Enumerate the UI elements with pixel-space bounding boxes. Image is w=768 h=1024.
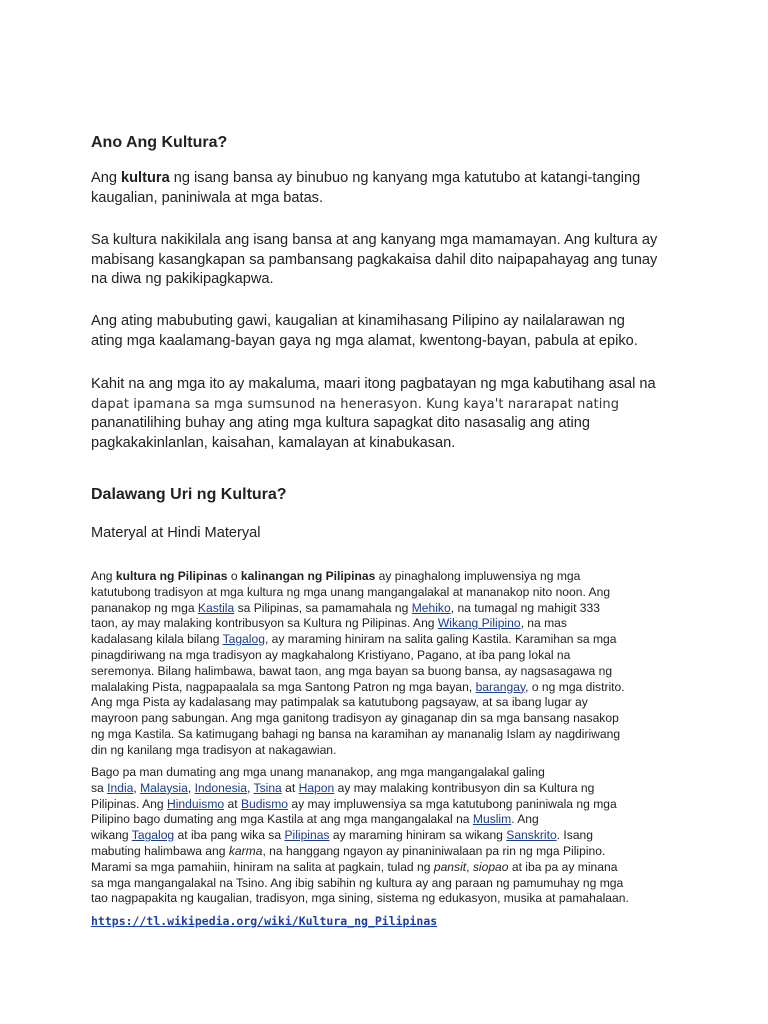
link-barangay[interactable]: barangay: [475, 679, 526, 694]
text: o: [227, 569, 241, 583]
paragraph-bago-pa-man: [91, 765, 691, 907]
link-hapon[interactable]: Hapon: [298, 780, 335, 795]
heading-ano-ang-kultura: Ano Ang Kultura?: [91, 134, 228, 151]
text: pananakop ng mga: [91, 600, 198, 615]
text-line: pinagdiriwang na mga tradisyon ay magkahalong Kristiyano, Pagano, at iba pang lokal na: [91, 647, 571, 662]
text-line: katutubong tradisyon at mga kultura ng mga unang mangangalakal at mananakop nito noon. Ang: [91, 584, 611, 599]
text-line: pagkakakinlanlan, kaisahan, kamalayan at kinabukasan.: [91, 434, 456, 451]
text-line: Ang ating mabubuting gawi, kaugalian at kinamihasang Pilipino ay nailalarawan ng: [91, 313, 625, 329]
bold-term: kultura: [121, 170, 170, 186]
link-pilipinas[interactable]: Pilipinas: [284, 828, 330, 843]
text: . Isang: [556, 828, 593, 843]
text: sa: [91, 780, 108, 795]
source-link-wikipedia[interactable]: https://tl.wikipedia.org/wiki/Kultura_ng_Pilipinas: [91, 914, 438, 928]
text: kaugalian, paniniwala at mga batas.: [91, 189, 324, 206]
text: Ang: [91, 569, 116, 583]
text: wikang: [91, 828, 132, 843]
link-wikang-pilipino[interactable]: Wikang Pilipino: [437, 616, 521, 631]
link-hinduismo[interactable]: Hinduismo: [166, 796, 225, 811]
text: , na hanggang ngayon ay pinaniniwalaan pa rin ng mga Pilipino.: [262, 843, 606, 858]
text-line: Kahit na ang mga ito ay makaluma, maari itong pagbatayan ng mga kabutihang asal na: [91, 376, 656, 392]
text-line: Sa kultura nakikilala ang isang bansa at ang kanyang mga mamamayan. Ang kultura ay: [91, 232, 658, 248]
text: ay may impluwensiya sa mga katutubong paniniwala ng mga: [288, 796, 617, 811]
text: at: [281, 780, 299, 795]
text: kadalasang kilala bilang: [91, 632, 223, 647]
link-mehiko[interactable]: Mehiko: [411, 600, 451, 615]
text: . Ang: [511, 812, 539, 827]
paragraph-intro: [91, 169, 691, 208]
link-tagalog-2[interactable]: Tagalog: [131, 828, 175, 843]
text: Pilipinas. Ang: [91, 796, 167, 811]
text: Pilipino bago dumating ang mga Kastila at ang mga mangangalakal na: [91, 812, 473, 827]
link-malaysia[interactable]: Malaysia: [140, 780, 188, 795]
text-line: Ang mga Pista ay kadalasang may patimpalak sa katutubong pagsayaw, at sa ibang lugar ay: [91, 695, 588, 710]
link-kastila[interactable]: Kastila: [197, 600, 235, 615]
link-sanskrito[interactable]: Sanskrito: [506, 828, 557, 843]
text: mabuting halimbawa ang: [91, 843, 229, 858]
text: ng isang bansa ay binubuo ng kanyang mga katutubo at katangi-tanging: [169, 170, 641, 186]
text: at iba pa ay minana: [508, 859, 618, 874]
text-line: din ng kanilang mga tradisyon at nakagawian.: [91, 742, 337, 757]
paragraph-mabubuting-gawi: [91, 312, 691, 351]
text-line: ating mga kaalamang-bayan gaya ng mga alamat, kwentong-bayan, pabula at epiko.: [91, 332, 638, 349]
text: Ang: [91, 170, 122, 186]
text-line: mabisang kasangkapan sa pambansang pagkakaisa dahil dito naipapahayag ang tunay: [91, 251, 658, 268]
italic-term: pansit: [433, 859, 467, 874]
text: , na mas: [520, 616, 567, 631]
text-line: pananatilihing buhay ang ating mga kultura sapagkat dito nasasalig ang ating: [91, 415, 590, 431]
text: ,: [247, 780, 254, 795]
text: taon, ay may malaking kontribusyon sa Kultura ng Pilipinas. Ang: [91, 616, 438, 631]
text: ay may malaking kontribusyon din sa Kultura ng: [334, 780, 595, 795]
text: ay pinaghalong impluwensiya ng mga: [375, 569, 581, 583]
text: sa Pilipinas, sa pamamahala ng: [234, 600, 412, 615]
bold-term: kalinangan ng Pilipinas: [240, 569, 376, 583]
text: at iba pang wika sa: [174, 828, 285, 843]
heading-dalawang-uri: Dalawang Uri ng Kultura?: [91, 486, 287, 503]
link-indonesia[interactable]: Indonesia: [194, 780, 248, 795]
text: ay maraming hiniram sa wikang: [329, 828, 507, 843]
subtitle-materyal: Materyal at Hindi Materyal: [91, 525, 261, 541]
italic-term: karma: [228, 843, 263, 858]
text: , o ng mga distrito.: [525, 679, 625, 694]
text-line: tao nagpapakita ng kaugalian, tradisyon, mga sining, sistema ng edukasyon, musika at pamahalaan.: [91, 891, 629, 906]
text-line: seremonya. Bilang halimbawa, bawat taon, ang mga bayan sa buong bansa, ay nagsasagawa ng: [91, 663, 613, 678]
text: , na tumagal ng mahigit 333: [450, 600, 600, 615]
text-line: ng mga Kastila. Sa katimugang bahagi ng bansa na karamihan ay mananalig Islam ay nagdiriwang: [91, 726, 621, 741]
text: , ay maraming hiniram na salita galing Kastila. Karamihan sa mga: [264, 632, 617, 647]
text: ,: [187, 780, 195, 795]
text: Marami sa mga pamahiin, hiniram na salita at pagkain, tulad ng: [91, 859, 434, 874]
paragraph-kultura-ng-pilipinas: [91, 569, 691, 759]
text-line: mayroon pang sabungan. Ang mga ganitong tradisyon ay ginaganap din sa mga bansang nasakop: [91, 711, 619, 726]
text-line: dapat ipamana sa mga sumsunod na henerasyon. Kung kaya't nararapat nating: [91, 396, 620, 412]
italic-term: siopao: [472, 859, 509, 874]
link-budismo[interactable]: Budismo: [240, 796, 288, 811]
paragraph-makaluma: [91, 375, 691, 453]
text: malalaking Pista, nagpapaalala sa mga Santong Patron ng mga bayan,: [91, 679, 476, 694]
text-line: sa mga mangangalakal na Tsino. Ang ibig sabihin ng kultura ay ang paraan ng pamumuhay ng mga: [91, 875, 624, 890]
link-tsina[interactable]: Tsina: [253, 780, 282, 795]
text: ,: [133, 780, 141, 795]
text: ,: [466, 859, 473, 874]
text-line: na diwa ng pakikipagkapwa.: [91, 271, 274, 287]
link-india[interactable]: India: [107, 780, 134, 795]
bold-term: kultura ng Pilipinas: [115, 569, 228, 583]
text-line: Bago pa man dumating ang mga unang mananakop, ang mga mangangalakal galing: [91, 765, 545, 779]
text: at: [224, 796, 241, 811]
paragraph-nakikilala: [91, 231, 691, 290]
link-muslim[interactable]: Muslim: [472, 812, 512, 827]
link-tagalog[interactable]: Tagalog: [222, 632, 265, 647]
